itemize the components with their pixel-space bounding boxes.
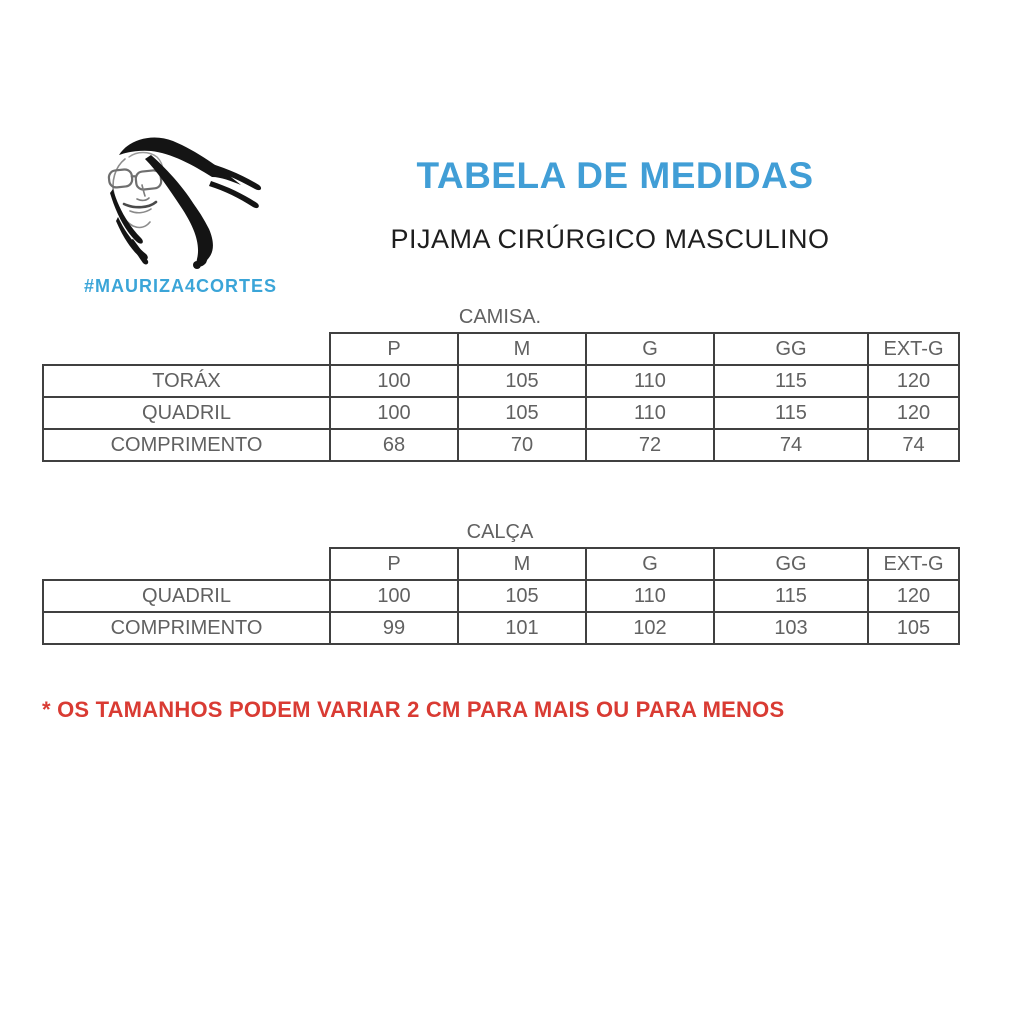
header-spacer-cell <box>43 333 330 365</box>
measure-value-cell: 99 <box>330 612 458 644</box>
measure-value-cell: 115 <box>714 397 868 429</box>
measure-label-cell: QUADRIL <box>43 580 330 612</box>
size-header-cell: GG <box>714 333 868 365</box>
measure-value-cell: 74 <box>714 429 868 461</box>
measure-value-cell: 120 <box>868 365 959 397</box>
measure-value-cell: 105 <box>458 365 586 397</box>
size-header-row <box>43 548 959 580</box>
table-caption: CAMISA. <box>458 306 542 328</box>
woman-face-flowing-hair-icon <box>85 133 277 279</box>
size-table <box>42 547 960 645</box>
measure-label-cell: TORÁX <box>43 365 330 397</box>
size-header-cell: G <box>586 548 714 580</box>
size-header-cell: EXT-G <box>868 333 959 365</box>
size-header-row <box>43 333 959 365</box>
size-header-cell: M <box>458 333 586 365</box>
measure-value-cell: 110 <box>586 397 714 429</box>
measure-value-cell: 74 <box>868 429 959 461</box>
measure-value-cell: 68 <box>330 429 458 461</box>
size-header-cell: GG <box>714 548 868 580</box>
measure-row <box>43 580 959 612</box>
measure-value-cell: 105 <box>458 397 586 429</box>
brand-hashtag: #MAURIZA4CORTES <box>84 276 278 296</box>
measure-row <box>43 365 959 397</box>
measure-value-cell: 115 <box>714 365 868 397</box>
measure-value-cell: 100 <box>330 397 458 429</box>
size-header-cell: M <box>458 548 586 580</box>
size-header-cell: EXT-G <box>868 548 959 580</box>
measure-label-cell: COMPRIMENTO <box>43 429 330 461</box>
page-title: TABELA DE MEDIDAS <box>416 155 814 196</box>
measure-label-cell: QUADRIL <box>43 397 330 429</box>
measure-value-cell: 120 <box>868 580 959 612</box>
measure-value-cell: 115 <box>714 580 868 612</box>
measure-value-cell: 102 <box>586 612 714 644</box>
measure-value-cell: 101 <box>458 612 586 644</box>
measure-value-cell: 100 <box>330 365 458 397</box>
page-subtitle: PIJAMA CIRÚRGICO MASCULINO <box>390 224 830 254</box>
size-header-cell: P <box>330 333 458 365</box>
size-table-block <box>42 305 958 462</box>
measure-value-cell: 103 <box>714 612 868 644</box>
measure-row <box>43 397 959 429</box>
size-table-block <box>42 520 958 645</box>
measure-value-cell: 110 <box>586 365 714 397</box>
size-variance-note: * OS TAMANHOS PODEM VARIAR 2 CM PARA MAIS OU PARA MENOS <box>42 697 785 722</box>
measure-row <box>43 612 959 644</box>
measure-value-cell: 120 <box>868 397 959 429</box>
measure-row <box>43 429 959 461</box>
table-caption: CALÇA <box>466 521 534 543</box>
size-header-cell: G <box>586 333 714 365</box>
measure-value-cell: 100 <box>330 580 458 612</box>
size-table <box>42 332 960 462</box>
measure-value-cell: 105 <box>458 580 586 612</box>
measure-value-cell: 70 <box>458 429 586 461</box>
measure-value-cell: 105 <box>868 612 959 644</box>
size-header-cell: P <box>330 548 458 580</box>
measure-value-cell: 72 <box>586 429 714 461</box>
measure-label-cell: COMPRIMENTO <box>43 612 330 644</box>
header-spacer-cell <box>43 548 330 580</box>
measure-value-cell: 110 <box>586 580 714 612</box>
